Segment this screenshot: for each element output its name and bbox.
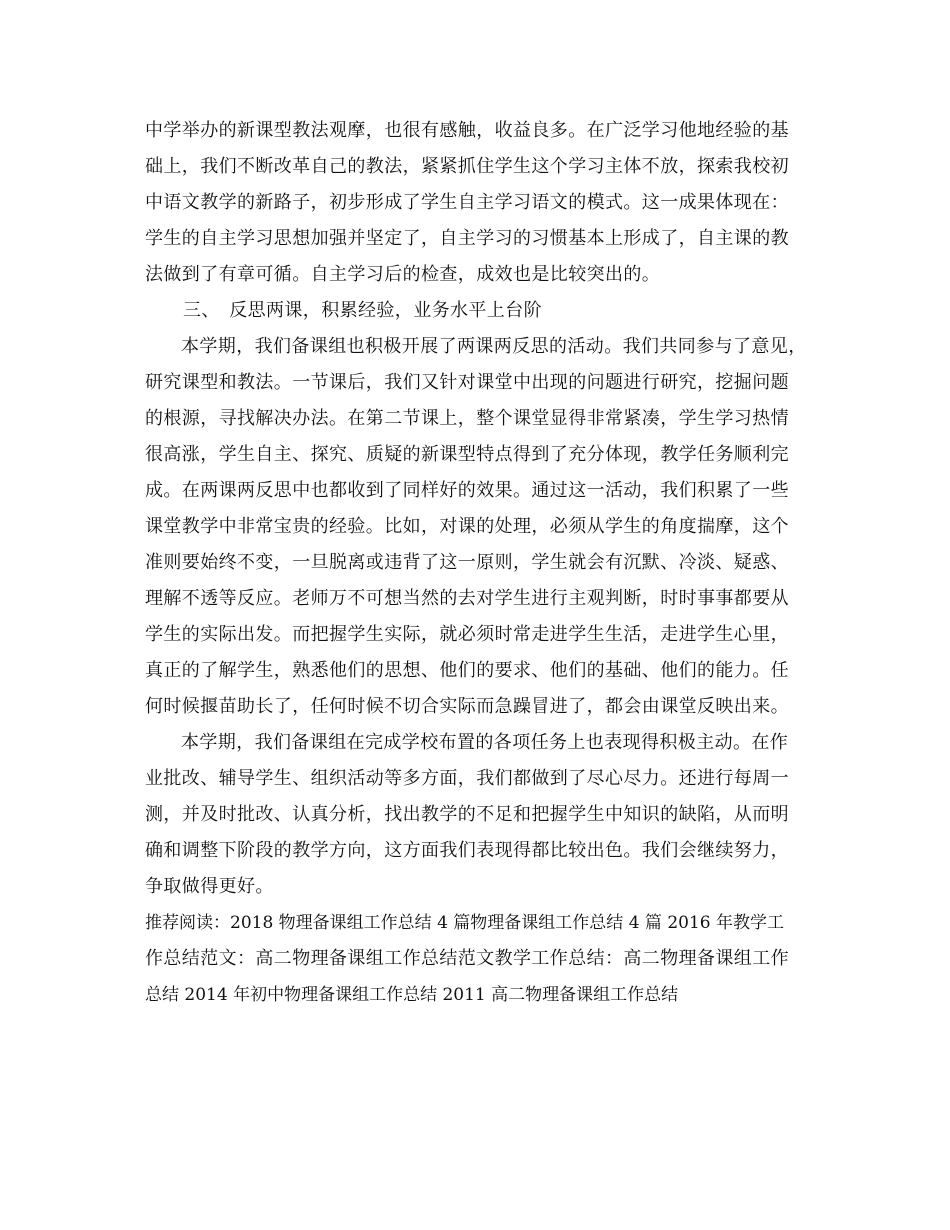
text-line: 理解不透等反应。老师万不可想当然的去对学生进行主观判断，时时事事都要从 [145,588,789,609]
paragraph-start: 本学期，我们备课组也积极开展了两课两反思的活动。我们共同参与了意见， [181,336,807,357]
recommended-reading: 推荐阅读：2018 物理备课组工作总结 4 篇物理备课组工作总结 4 篇 2016 年教学工 [145,913,784,933]
text-line: 础上，我们不断改革自己的教法，紧紧抓住学生这个学习主体不放，探索我校初 [145,156,789,177]
text-line: 确和调整下阶段的教学方向，这方面我们表现得都比较出色。我们会继续努力， [145,840,789,861]
text-line: 何时候揠苗助长了，任何时候不切合实际而急躁冒进了，都会由课堂反映出来。 [145,696,789,717]
text-line: 学生的实际出发。而把握学生实际，就必须时常走进学生生活，走进学生心里， [145,624,789,645]
text-line: 中语文教学的新路子，初步形成了学生自主学习语文的模式。这一成果体现在： [145,192,789,213]
recommended-reading: 总结 2014 年初中物理备课组工作总结 2011 高二物理备课组工作总结 [145,985,679,1005]
paragraph-start: 本学期，我们备课组在完成学校布置的各项任务上也表现得积极主动。在作 [181,732,789,753]
text-line: 课堂教学中非常宝贵的经验。比如，对课的处理，必须从学生的角度揣摩，这个 [145,516,789,537]
text-line: 研究课型和教法。一节课后，我们又针对课堂中出现的问题进行研究，挖掘问题 [145,372,789,393]
text-line: 的根源，寻找解决办法。在第二节课上，整个课堂显得非常紧凑，学生学习热情 [145,408,789,429]
text-line: 测，并及时批改、认真分析，找出教学的不足和把握学生中知识的缺陷，从而明 [145,804,789,825]
text-line: 业批改、辅导学生、组织活动等多方面，我们都做到了尽心尽力。还进行每周一 [145,768,789,789]
recommended-reading: 作总结范文：高二物理备课组工作总结范文教学工作总结：高二物理备课组工作 [145,948,789,969]
text-line: 学生的自主学习思想加强并坚定了，自主学习的习惯基本上形成了，自主课的教 [145,228,789,249]
section-heading: 三、 反思两课，积累经验，业务水平上台阶 [183,300,542,321]
text-line: 成。在两课两反思中也都收到了同样好的效果。通过这一活动，我们积累了一些 [145,480,789,501]
text-line: 真正的了解学生，熟悉他们的思想、他们的要求、他们的基础、他们的能力。任 [145,660,789,681]
text-line: 中学举办的新课型教法观摩，也很有感触，收益良多。在广泛学习他地经验的基 [145,120,789,141]
text-line: 争取做得更好。 [145,876,274,897]
text-line: 很高涨，学生自主、探究、质疑的新课型特点得到了充分体现，教学任务顺利完 [145,444,789,465]
text-line: 法做到了有章可循。自主学习后的检查，成效也是比较突出的。 [145,264,661,285]
text-line: 准则要始终不变，一旦脱离或违背了这一原则，学生就会有沉默、冷淡、疑惑、 [145,552,789,573]
